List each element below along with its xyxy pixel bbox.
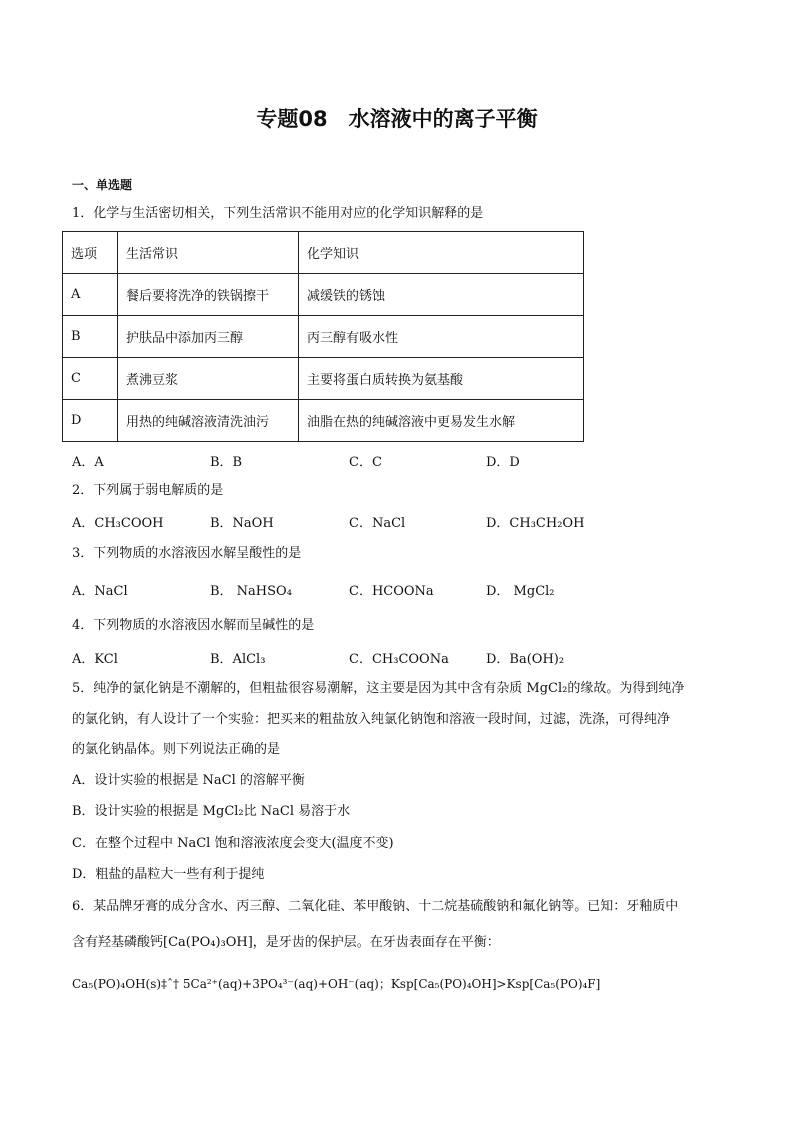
question-5-stem-line-3: 的氯化钠晶体。则下列说法正确的是	[72, 742, 281, 757]
table-row	[63, 274, 584, 316]
table-row	[63, 358, 584, 400]
table-cell: 主要将蛋白质转换为氨基酸	[299, 358, 584, 400]
table-header-cell: 生活常识	[118, 232, 299, 274]
option-c: C．C	[349, 455, 382, 470]
table-cell: 煮沸豆浆	[118, 358, 299, 400]
question-3-options	[72, 580, 672, 598]
option-a: A．NaCl	[72, 584, 128, 599]
option-d: D．Ba(OH)₂	[486, 652, 565, 667]
question-1-stem: 1．化学与生活密切相关，下列生活常识不能用对应的化学知识解释的是	[72, 206, 484, 221]
table-cell: 减缓铁的锈蚀	[299, 274, 584, 316]
option-b: B．B	[210, 455, 243, 470]
option-c: C．NaCl	[349, 516, 406, 531]
question-4-stem: 4．下列物质的水溶液因水解而呈碱性的是	[72, 618, 315, 633]
option-b: B． NaHSO₄	[210, 584, 292, 599]
table-cell: B	[63, 316, 118, 358]
table-row	[63, 316, 584, 358]
option-d: D．CH₃CH₂OH	[486, 516, 585, 531]
table-cell: A	[63, 274, 118, 316]
table-header-cell: 化学知识	[299, 232, 584, 274]
question-5-stem-line-2: 的氯化钠，有人设计了一个实验：把买来的粗盐放入纯氯化钠饱和溶液一段时间，过滤，洗涤，可得纯净	[72, 712, 671, 727]
question-1-options	[72, 451, 672, 469]
question-6-stem-line-1: 6．某品牌牙膏的成分含水、丙三醇、二氧化硅、苯甲酸钠、十二烷基硫酸钠和氟化钠等。已知：牙釉质中	[72, 899, 679, 914]
question-5-option-a: A．设计实验的根据是 NaCl 的溶解平衡	[72, 773, 305, 788]
table-cell: 护肤品中添加丙三醇	[118, 316, 299, 358]
option-c: C．HCOONa	[349, 584, 434, 599]
question-6-stem-line-2: 含有羟基磷酸钙[Ca(PO₄)₃OH]，是牙齿的保护层。在牙齿表面存在平衡：	[72, 935, 500, 950]
option-b: B．AlCl₃	[210, 652, 266, 667]
table-cell: 餐后要将洗净的铁锅擦干	[118, 274, 299, 316]
question-5-stem-line-1: 5．纯净的氯化钠是不潮解的，但粗盐很容易潮解，这主要是因为其中含有杂质 MgCl₂的缘故。为得到纯净	[72, 681, 685, 696]
question-4-options	[72, 648, 672, 666]
question-5-option-b: B．设计实验的根据是 MgCl₂比 NaCl 易溶于水	[72, 804, 351, 819]
page-title: 专题08 水溶液中的离子平衡	[256, 107, 538, 131]
table-header-row	[63, 232, 584, 274]
table-cell: 用热的纯碱溶液清洗油污	[118, 400, 299, 442]
table-cell: 丙三醇有吸水性	[299, 316, 584, 358]
question-1-table	[62, 231, 584, 442]
table-cell: C	[63, 358, 118, 400]
option-a: A．CH₃COOH	[72, 516, 164, 531]
table-cell: 油脂在热的纯碱溶液中更易发生水解	[299, 400, 584, 442]
equilibrium-equation: Ca₅(PO)₄OH(s)‡ˆ† 5Ca²⁺(aq)+3PO₄³⁻(aq)+OH⁻(aq)；Ksp[Ca₅(PO)₄OH]>Ksp[Ca₅(PO)₄F]	[72, 977, 601, 991]
question-2-stem: 2．下列属于弱电解质的是	[72, 483, 224, 498]
section-heading: 一、单选题	[72, 178, 133, 192]
option-d: D． MgCl₂	[486, 584, 555, 599]
option-b: B．NaOH	[210, 516, 274, 531]
table-header-cell: 选项	[63, 232, 118, 274]
question-5-option-d: D．粗盐的晶粒大一些有利于提纯	[72, 867, 265, 882]
question-3-stem: 3．下列物质的水溶液因水解呈酸性的是	[72, 546, 302, 561]
option-a: A．KCl	[72, 652, 118, 667]
table-cell: D	[63, 400, 118, 442]
question-5-option-c: C．在整个过程中 NaCl 饱和溶液浓度会变大(温度不变)	[72, 836, 394, 851]
option-c: C．CH₃COONa	[349, 652, 449, 667]
option-a: A．A	[72, 455, 104, 470]
table-row	[63, 400, 584, 442]
question-2-options	[72, 512, 672, 530]
option-d: D．D	[486, 455, 520, 470]
